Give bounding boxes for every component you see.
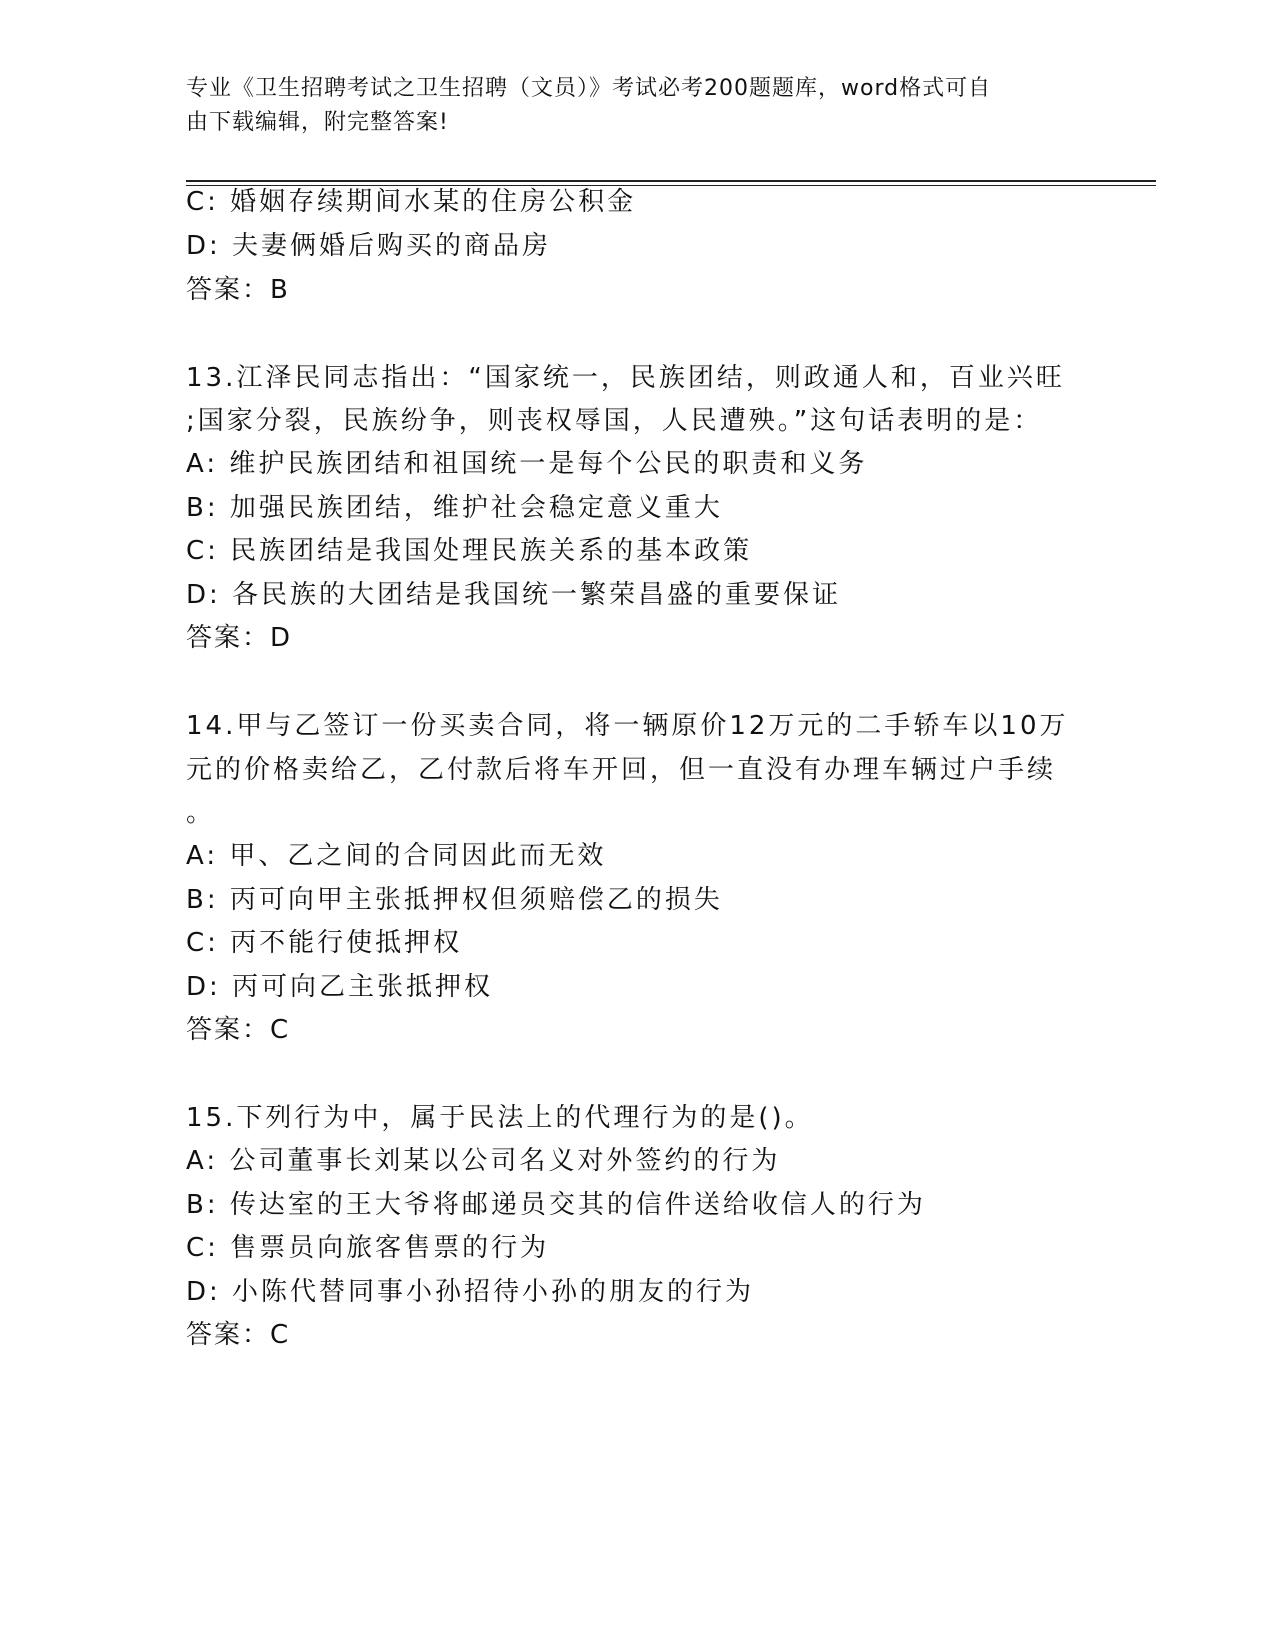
q14-answer: 答案：C (186, 1015, 291, 1045)
q15-answer: 答案：C (186, 1320, 291, 1350)
q13-option-d: D: 各民族的大团结是我国统一繁荣昌盛的重要保证 (186, 580, 842, 610)
q15-option-a: A: 公司董事长刘某以公司名义对外签约的行为 (186, 1146, 781, 1176)
q12-option-d: D: 夫妻俩婚后购买的商品房 (186, 231, 552, 261)
q12-answer: 答案：B (186, 275, 290, 305)
q14-option-d: D: 丙可向乙主张抵押权 (186, 972, 494, 1002)
q14-stem-line-2: 元的价格卖给乙，乙付款后将车开回，但一直没有办理车辆过户手续 (186, 755, 1057, 785)
q13-option-a: A: 维护民族团结和祖国统一是每个公民的职责和义务 (186, 449, 868, 479)
q15-option-d: D: 小陈代替同事小孙招待小孙的朋友的行为 (186, 1277, 755, 1307)
q14-option-b: B: 丙可向甲主张抵押权但须赔偿乙的损失 (186, 885, 723, 915)
q12-option-c: C: 婚姻存续期间水某的住房公积金 (186, 187, 637, 217)
q13-stem-line-2: ;国家分裂，民族纷争，则丧权辱国，人民遭殃。”这句话表明的是： (186, 406, 1043, 436)
q14-stem-line-3: 。 (186, 798, 216, 828)
q13-stem-line-1: 13.江泽民同志指出：“国家统一，民族团结，则政通人和，百业兴旺 (186, 363, 1065, 393)
q13-answer: 答案：D (186, 623, 293, 653)
q14-option-c: C: 丙不能行使抵押权 (186, 928, 463, 958)
q14-stem-line-1: 14.甲与乙签订一份买卖合同，将一辆原价12万元的二手轿车以10万 (186, 711, 1069, 741)
q13-option-b: B: 加强民族团结，维护社会稳定意义重大 (186, 493, 723, 523)
q15-stem-line-1: 15.下列行为中，属于民法上的代理行为的是()。 (186, 1103, 814, 1133)
q13-option-c: C: 民族团结是我国处理民族关系的基本政策 (186, 536, 753, 566)
q15-option-b: B: 传达室的王大爷将邮递员交其的信件送给收信人的行为 (186, 1190, 926, 1220)
header-line-2: 由下载编辑，附完整答案! (186, 110, 449, 135)
header-line-1: 专业《卫生招聘考试之卫生招聘（文员）》考试必考200题题库，word格式可自 (186, 76, 992, 101)
page-header (186, 72, 1076, 140)
q15-option-c: C: 售票员向旅客售票的行为 (186, 1233, 550, 1263)
q14-option-a: A: 甲、乙之间的合同因此而无效 (186, 841, 607, 871)
